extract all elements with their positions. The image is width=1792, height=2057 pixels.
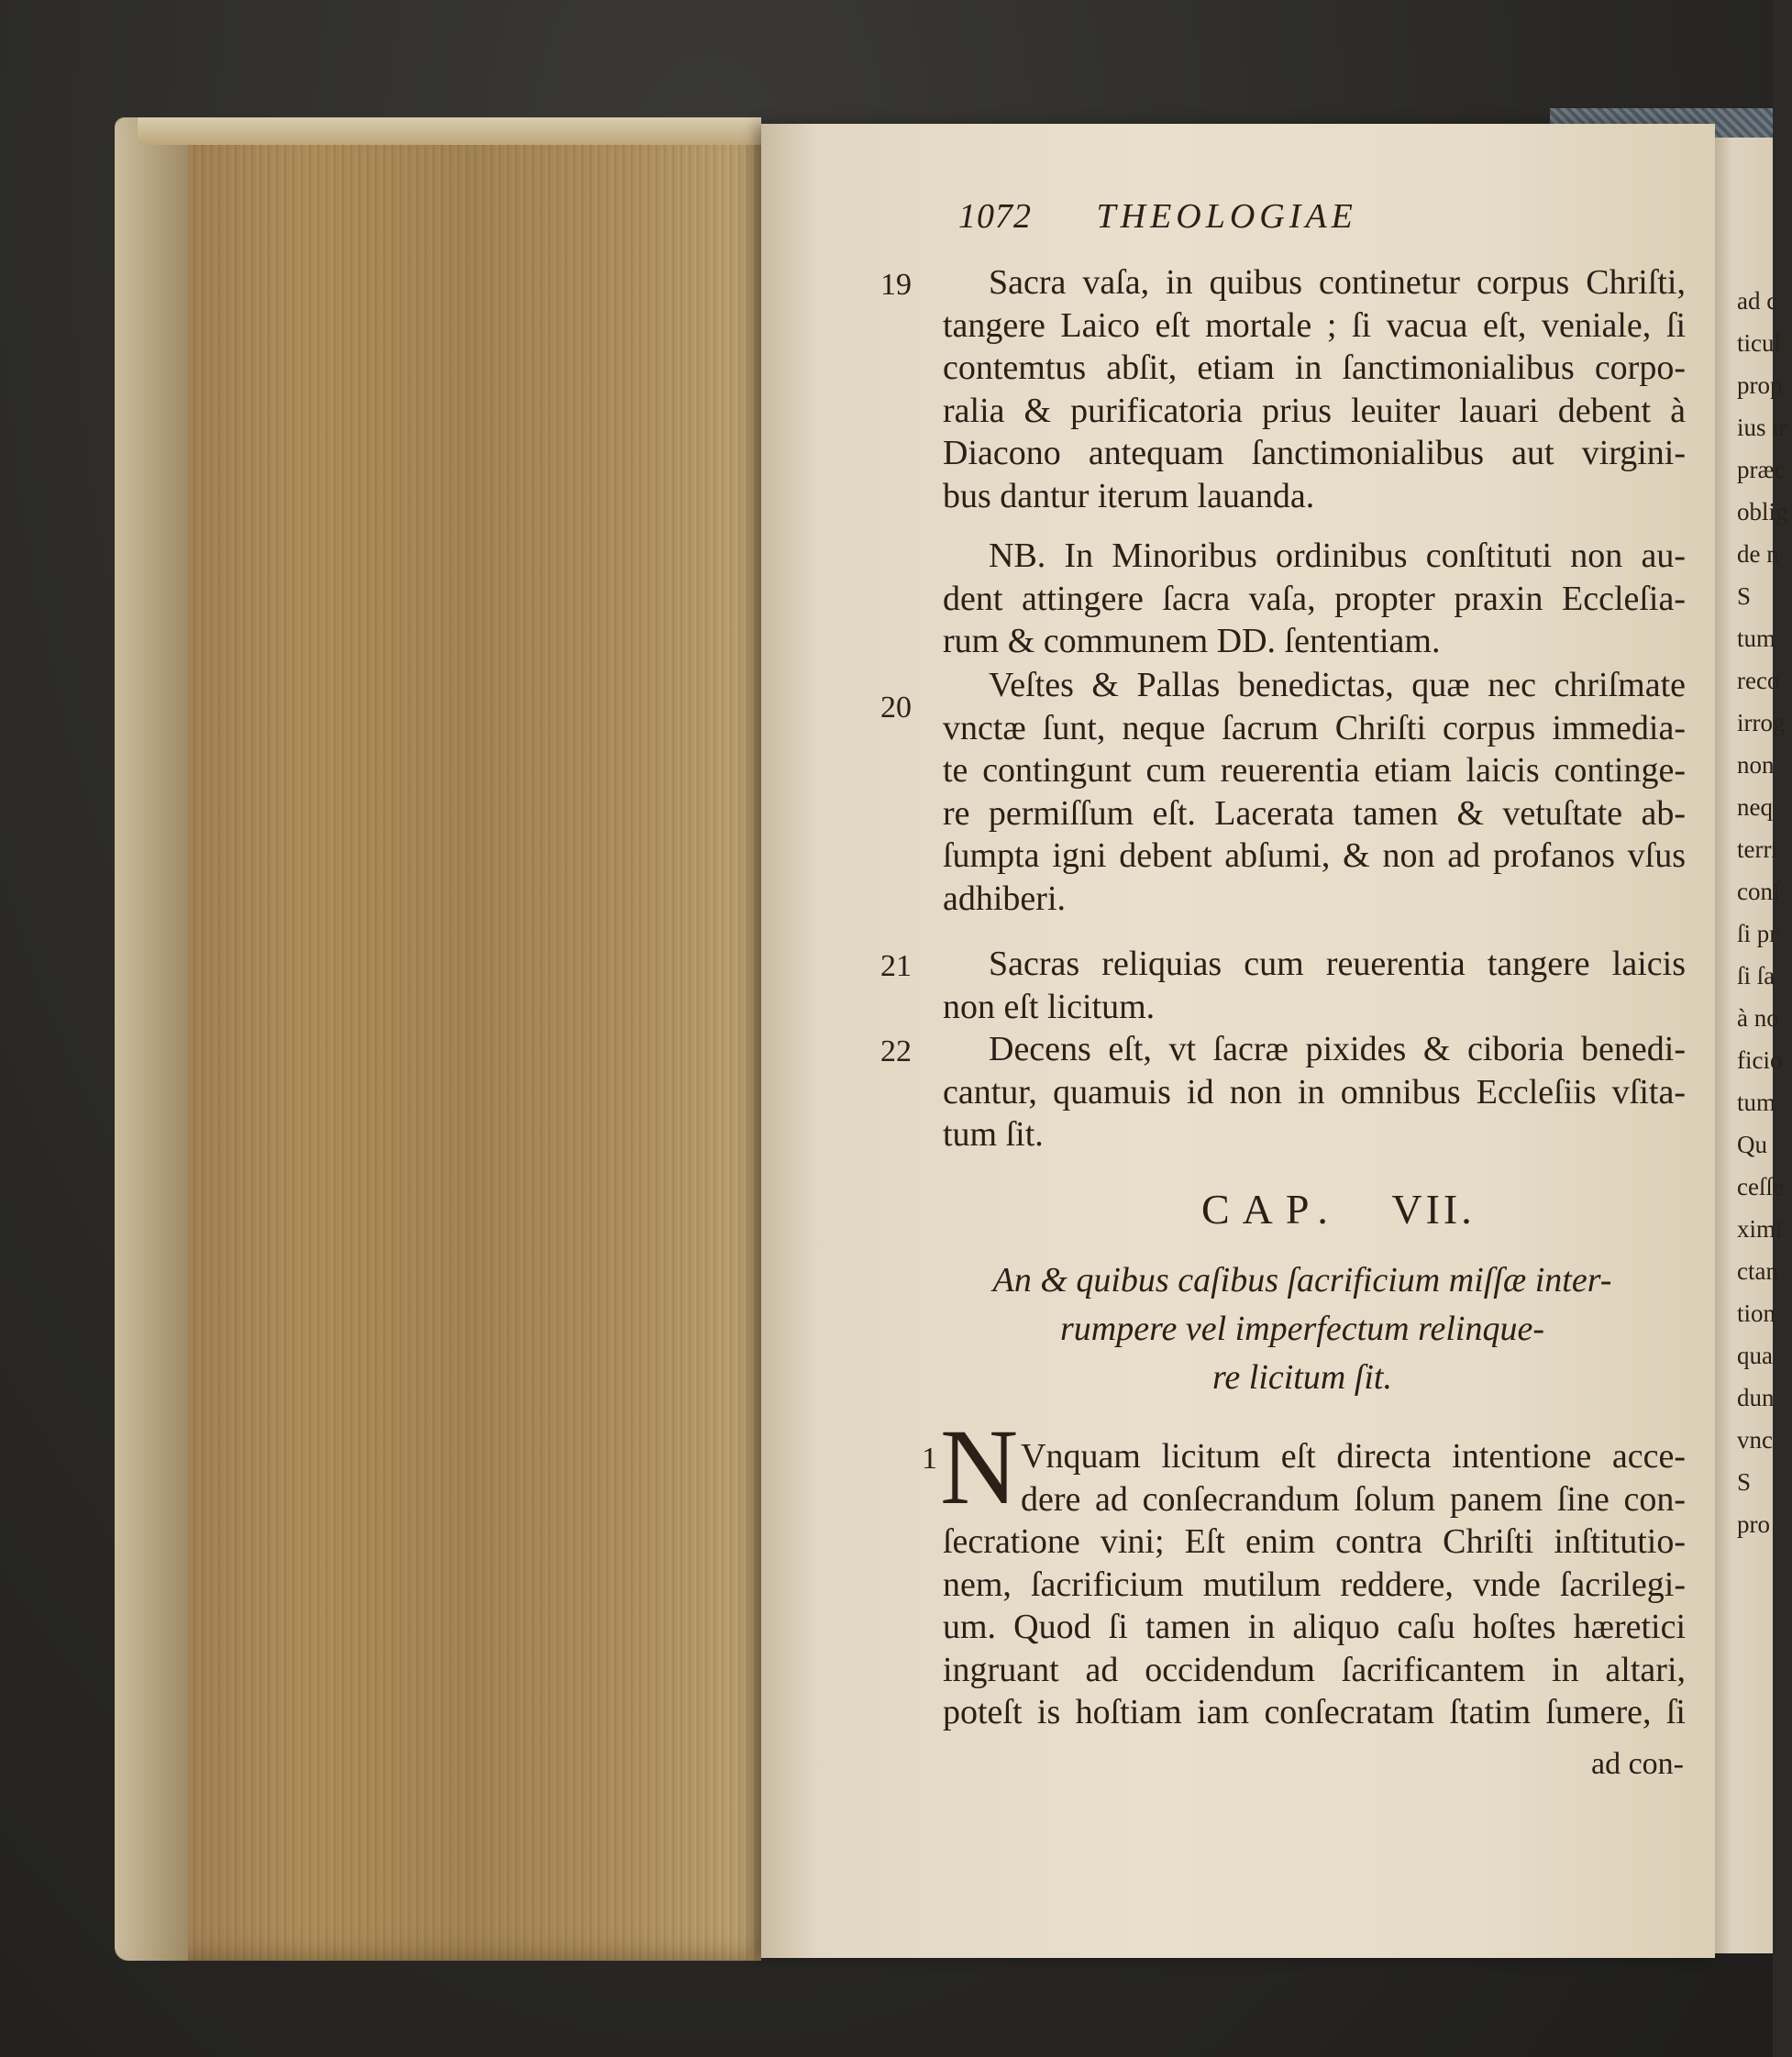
running-head — [958, 196, 1357, 237]
text-line: nem, ſacrificium mutilum reddere, vnde ſacrilegi- — [943, 1565, 1686, 1604]
next-page-fragment: ticul — [1737, 329, 1781, 357]
chapter-label: CAP. — [1201, 1186, 1341, 1233]
next-page-fragment: tum — [1737, 625, 1776, 652]
paragraph-number: 1 — [922, 1442, 937, 1476]
next-page-fragment: S — [1737, 1468, 1752, 1496]
chapter-title-line: An & quibus caſibus ſacrificium miſſæ inter- — [992, 1261, 1612, 1299]
text-line: Vnquam licitum eſt directa intentione acce- — [1021, 1437, 1686, 1476]
next-page-fragment: prop — [1737, 371, 1783, 399]
text-line: adhiberi. — [943, 879, 1067, 918]
chapter-title — [917, 1256, 1687, 1402]
next-page-fragment: S — [1737, 582, 1752, 610]
text-line: tangere Laico eſt mortale ; ſi vacua eſt, veniale, ſi — [943, 305, 1686, 345]
text-line: ſumpta igni debent abſumi, & non ad profanos vſus — [943, 836, 1686, 875]
chapter-title-line: rumpere vel imperfectum relinque- — [1060, 1310, 1544, 1348]
text-line: Sacras reliquias cum reuerentia tangere laicis — [989, 945, 1686, 983]
chapter-heading — [1201, 1185, 1476, 1233]
text-line: ingruant ad occidendum ſacrificantem in altari, — [943, 1650, 1686, 1689]
text-line: rum & communem DD. ſententiam. — [943, 622, 1441, 660]
text-line: poteſt is hoſtiam iam conſecratam ſtatim ſumere, ſi — [943, 1693, 1686, 1731]
next-page-fragment: Qu — [1737, 1131, 1767, 1158]
paragraph-number: 21 — [880, 949, 912, 983]
text-line: ſecratione vini; Eſt enim contra Chriſti inſtitutio- — [943, 1522, 1686, 1561]
text-line: NB. In Minoribus ordinibus conſtituti non au- — [989, 536, 1686, 575]
text-line: dent attingere ſacra vaſa, propter praxin Eccleſia- — [943, 579, 1686, 618]
text-line: dere ad conſecrandum ſolum panem ſine con- — [1021, 1479, 1686, 1519]
text-line: re permiſſum eſt. Lacerata tamen & vetuſtate ab- — [943, 793, 1686, 833]
next-page-fragment: oblig — [1737, 498, 1788, 525]
running-title: THEOLOGIAE — [1096, 197, 1357, 236]
next-page-fragment: non — [1737, 751, 1775, 779]
next-page-fragment: ius ir — [1737, 414, 1787, 441]
paragraph-1 — [943, 1435, 1686, 1734]
paragraph-number: 19 — [880, 268, 912, 302]
text-line: ralia & purificatoria prius leuiter lauari debent à — [943, 391, 1686, 430]
next-page-text — [1737, 280, 1792, 1545]
text-line: cantur, quamuis id non in omnibus Eccleſiis vſita- — [943, 1072, 1686, 1111]
paragraph-20 — [943, 664, 1686, 920]
text-line: Veſtes & Pallas benedictas, quæ nec chriſmate — [989, 666, 1686, 704]
next-page-fragment: qua — [1737, 1342, 1773, 1369]
next-page-fragment: reco — [1737, 667, 1780, 694]
next-page-fragment: ad c — [1737, 287, 1778, 315]
chapter-number: VII. — [1391, 1186, 1476, 1233]
book-top-edge — [138, 117, 761, 145]
next-page-fragment: ceſſe — [1737, 1173, 1784, 1200]
next-page-fragment: ctan — [1737, 1257, 1778, 1285]
next-page-fragment: conſ — [1737, 878, 1780, 905]
next-page-fragment: ſi pr — [1737, 920, 1778, 947]
next-page-fragment: irrog — [1737, 709, 1786, 736]
next-page-fragment: ficio — [1737, 1046, 1783, 1074]
next-page-fragment: præc — [1737, 456, 1786, 483]
text-line: um. Quod ſi tamen in aliquo caſu hoſtes hæretici — [943, 1608, 1686, 1646]
next-page-fragment: à no — [1737, 1004, 1779, 1032]
text-line: vnctæ ſunt, neque ſacrum Chriſti corpus immedia- — [943, 708, 1686, 747]
text-line: contemtus abſit, etiam in ſanctimonialibus corpo- — [943, 348, 1686, 387]
drop-cap: N — [940, 1407, 1019, 1527]
chapter-title-line: re licitum ſit. — [1212, 1358, 1392, 1397]
paragraph-19 — [943, 261, 1686, 517]
text-line: Decens eſt, vt ſacræ pixides & ciboria benedi- — [989, 1030, 1686, 1068]
text-line: non eſt licitum. — [943, 987, 1156, 1026]
text-line: te contingunt cum reuerentia etiam laicis continge- — [943, 751, 1686, 790]
next-page-fragment: dun — [1737, 1384, 1775, 1411]
paragraph-number: 20 — [880, 691, 912, 724]
text-line: Sacra vaſa, in quibus continetur corpus Chriſti, — [989, 263, 1686, 302]
text-line: tum ſit. — [943, 1115, 1044, 1154]
next-page-fragment: de n — [1737, 540, 1779, 568]
next-page-fragment: neq — [1737, 793, 1773, 821]
catchword: ad con- — [1591, 1747, 1685, 1781]
book-spine-edge — [115, 117, 188, 1961]
page-number: 1072 — [958, 197, 1032, 236]
text-line: bus dantur iterum lauanda. — [943, 476, 1315, 515]
next-page-edge — [1715, 138, 1788, 1953]
paragraph-21 — [943, 943, 1686, 1028]
next-page-fragment: vnc — [1737, 1426, 1773, 1454]
book-fore-edge — [115, 117, 761, 1961]
paragraph-nb — [943, 535, 1686, 663]
paragraph-number: 22 — [880, 1034, 912, 1068]
paragraph-22 — [943, 1028, 1686, 1156]
next-page-fragment: terri — [1737, 835, 1778, 863]
text-line: Diacono antequam ſanctimonialibus aut virgini- — [943, 434, 1686, 472]
next-page-fragment: ſi ſa — [1737, 962, 1775, 990]
next-page-fragment: ximi — [1737, 1215, 1783, 1243]
next-page-fragment: tum — [1737, 1089, 1776, 1116]
next-page-fragment: tion — [1737, 1299, 1776, 1327]
next-page-fragment: pro — [1737, 1510, 1770, 1538]
